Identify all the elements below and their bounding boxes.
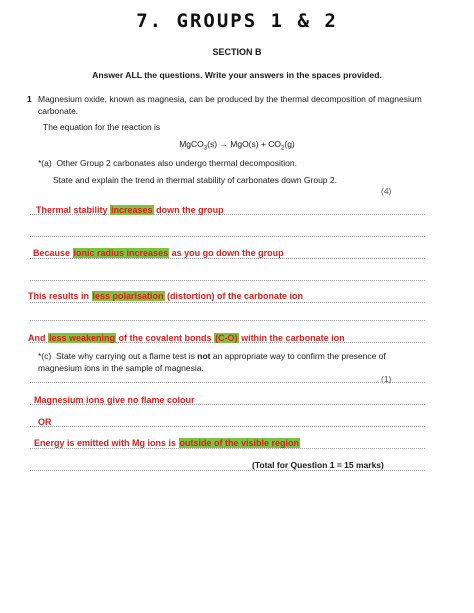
answer-c-line-1: Magnesium ions give no flame colour xyxy=(34,395,195,405)
answer-line xyxy=(30,382,425,383)
question-text: Magnesium oxide, known as magnesia, can be produced by the thermal decomposition of magnesium carbonate. xyxy=(38,94,422,116)
answer-a-line-2: Because ionic radius increases as you go down the group xyxy=(33,248,284,258)
equation-intro: The equation for the reaction is xyxy=(43,122,161,132)
part-a-question: *(a) Other Group 2 carbonates also undergo thermal decomposition. xyxy=(38,158,297,168)
answer-a-line-1: Thermal stability increases down the group xyxy=(36,205,224,215)
part-a-instruction: State and explain the trend in thermal stability of carbonates down Group 2. xyxy=(53,175,337,185)
answer-a-line-4: And less weakening of the covalent bonds (C-O) within the carbonate ion xyxy=(28,333,345,343)
answer-line xyxy=(30,280,425,281)
highlight: increases xyxy=(111,205,153,215)
answer-line xyxy=(30,258,425,259)
part-c-marks: (1) xyxy=(381,374,392,384)
part-a-marks: (4) xyxy=(381,186,392,196)
answer-line xyxy=(30,448,425,449)
answer-c-line-3: Energy is emitted with Mg ions is outside of the visible region xyxy=(34,438,300,448)
answer-a-line-3: This results in less polarisation (distortion) of the carbonate ion xyxy=(28,291,304,301)
reaction-equation: MgCO$_3$(s) → $MgO(s) + CO_2(g)$ xyxy=(179,139,295,152)
highlight: less weakening xyxy=(49,333,116,343)
part-c-question: *(c) State why carrying out a flame test is not an appropriate way to confirm the presence of magnesium ions in the sample of magnesia. xyxy=(38,351,386,373)
answer-line xyxy=(30,320,425,321)
question-total: (Total for Question 1 = 15 marks) xyxy=(252,460,384,470)
page-title: 7. GROUPS 1 & 2 xyxy=(136,10,338,32)
answer-line xyxy=(30,302,425,303)
instructions: Answer ALL the questions. Write your answers in the spaces provided. xyxy=(92,70,382,80)
highlight: less polarisation xyxy=(92,291,164,301)
answer-c-or: OR xyxy=(38,417,52,427)
highlight: outside of the visible region xyxy=(179,438,300,448)
answer-line xyxy=(30,470,425,471)
question-number: 1 xyxy=(27,94,32,104)
section-heading: SECTION B xyxy=(212,47,262,57)
answer-line xyxy=(30,426,425,427)
highlight: ionic radius increases xyxy=(73,248,169,258)
highlight: (C-O) xyxy=(215,333,238,343)
answer-line xyxy=(30,236,425,237)
